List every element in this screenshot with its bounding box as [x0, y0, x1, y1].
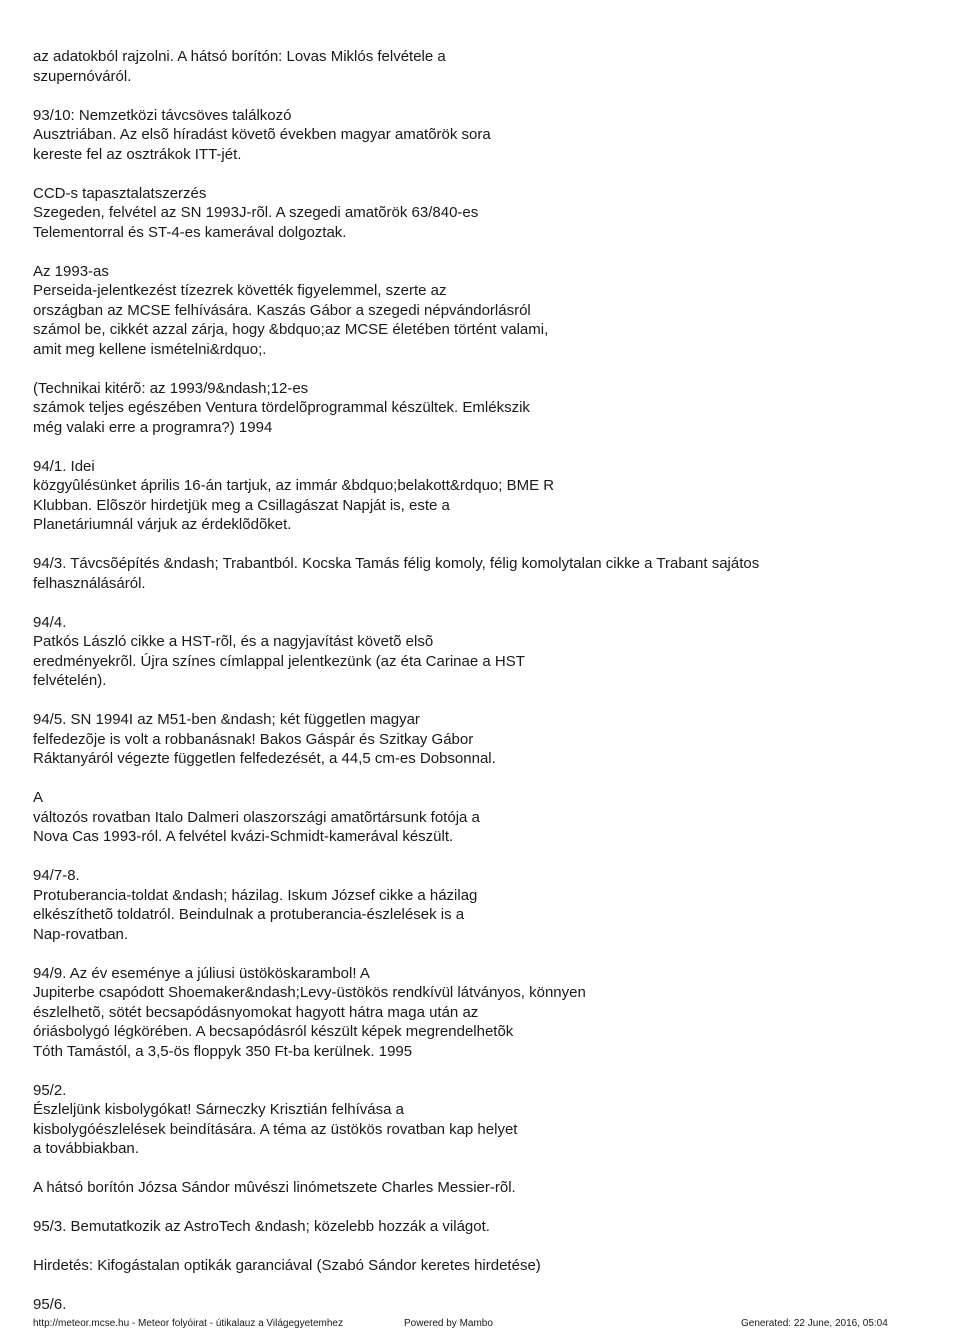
- paragraph: [33, 613, 933, 691]
- text-line: Szegeden, felvétel az SN 1993J-rõl. A szegedi amatõrök 63/840-es: [33, 204, 479, 221]
- paragraph: [33, 457, 933, 535]
- text-line: Észleljünk kisbolygókat! Sárneczky Krisztián felhívása a: [33, 1101, 405, 1118]
- text-line: országban az MCSE felhívására. Kaszás Gábor a szegedi népvándorlásról: [33, 301, 531, 319]
- text-line: 94/3. Távcsõépítés &ndash; Trabantból. Kocska Tamás félig komoly, félig komolytalan cikke a Trabant sajátos: [33, 555, 760, 572]
- text-line: a továbbiakban.: [33, 1140, 139, 1157]
- paragraph: [33, 1256, 933, 1276]
- text-line: Jupiterbe csapódott Shoemaker&ndash;Levy-üstökös rendkívül látványos, könnyen: [33, 984, 586, 1001]
- text-line: felfedezõje is volt a robbanásnak! Bakos Gáspár és Szitkay Gábor: [33, 730, 474, 748]
- text-line: 95/2.: [33, 1081, 67, 1099]
- text-line: 94/5. SN 1994I az M51-ben &ndash; két független magyar: [33, 711, 420, 728]
- text-line: felhasználásáról.: [33, 574, 146, 592]
- text-line: Planetáriumnál várjuk az érdeklõdõket.: [33, 516, 292, 533]
- text-line: Nap-rovatban.: [33, 925, 129, 943]
- paragraph: [33, 554, 933, 593]
- footer-powered-by: Powered by Mambo: [404, 1318, 493, 1329]
- paragraph: [33, 964, 933, 1062]
- text-line: 94/7-8.: [33, 867, 80, 884]
- text-line: közgyûlésünket április 16-án tartjuk, az immár &bdquo;belakott&rdquo; BME R: [33, 477, 555, 494]
- text-line: észlelhetõ, sötét becsapódásnyomokat hagyott hátra maga után az: [33, 1003, 479, 1021]
- text-line: CCD-s tapasztalatszerzés: [33, 184, 207, 202]
- text-line: Ráktanyáról végezte független felfedezését, a 44,5 cm-es Dobsonnal.: [33, 750, 496, 767]
- text-line: Tóth Tamástól, a 3,5-ös floppyk 350 Ft-ba kerülnek. 1995: [33, 1042, 413, 1060]
- text-line: az adatokból rajzolni. A hátsó borítón: Lovas Miklós felvétele a: [33, 48, 446, 65]
- text-line: 95/6.: [33, 1296, 67, 1313]
- text-line: elkészíthetõ toldatról. Beindulnak a protuberancia-észlelések is a: [33, 906, 465, 923]
- footer-site-link[interactable]: http://meteor.mcse.hu - Meteor folyóirat - útikalauz a Világegyetemhez: [33, 1318, 343, 1329]
- text-line: 95/3. Bemutatkozik az AstroTech &ndash; közelebb hozzák a világot.: [33, 1218, 490, 1235]
- text-line: Az 1993-as: [33, 262, 109, 280]
- text-line: 94/4.: [33, 613, 67, 631]
- text-line: felvételén).: [33, 672, 107, 689]
- text-line: Patkós László cikke a HST-rõl, és a nagyjavítást követõ elsõ: [33, 633, 434, 650]
- text-line: kisbolygóészlelések beindítására. A téma az üstökös rovatban kap helyet: [33, 1120, 518, 1138]
- text-line: számol be, cikkét azzal zárja, hogy &bdquo;az MCSE életében történt valami,: [33, 321, 549, 338]
- document-body: [33, 47, 933, 1334]
- text-line: kereste fel az osztrákok ITT-jét.: [33, 145, 242, 163]
- paragraph: [33, 788, 933, 847]
- text-line: számok teljes egészében Ventura tördelõprogrammal készültek. Emlékszik: [33, 399, 530, 416]
- footer-generated-date: Generated: 22 June, 2016, 05:04: [741, 1318, 888, 1329]
- text-line: eredményekrõl. Újra színes címlappal jelentkezünk (az éta Carinae a HST: [33, 652, 525, 670]
- text-line: Protuberancia-toldat &ndash; házilag. Iskum József cikke a házilag: [33, 886, 478, 904]
- text-line: Perseida-jelentkezést tízezrek követték figyelemmel, szerte az: [33, 282, 447, 299]
- text-line: Hirdetés: Kifogástalan optikák garanciával (Szabó Sándor keretes hirdetése): [33, 1257, 541, 1274]
- text-line: (Technikai kitérõ: az 1993/9&ndash;12-es: [33, 379, 309, 397]
- paragraph: [33, 1217, 933, 1237]
- paragraph: [33, 184, 933, 243]
- paragraph: [33, 1178, 933, 1198]
- text-line: Klubban. Elõször hirdetjük meg a Csillagászat Napját is, este a: [33, 496, 450, 514]
- paragraph: [33, 106, 933, 165]
- text-line: Telementorral és ST-4-es kamerával dolgoztak.: [33, 223, 347, 241]
- text-line: 94/1. Idei: [33, 457, 95, 475]
- text-line: A: [33, 789, 44, 806]
- text-line: A hátsó borítón Józsa Sándor mûvészi linómetszete Charles Messier-rõl.: [33, 1179, 516, 1196]
- paragraph: [33, 710, 933, 769]
- paragraph: [33, 1295, 933, 1315]
- text-line: változós rovatban Italo Dalmeri olaszországi amatõrtársunk fotója a: [33, 808, 480, 826]
- text-line: még valaki erre a programra?) 1994: [33, 418, 273, 436]
- paragraph: [33, 1081, 933, 1159]
- paragraph: [33, 866, 933, 944]
- text-line: amit meg kellene ismételni&rdquo;.: [33, 340, 267, 358]
- text-line: óriásbolygó légkörében. A becsapódásról készült képek megrendelhetõk: [33, 1023, 514, 1040]
- text-line: Ausztriában. Az elsõ híradást követõ években magyar amatõrök sora: [33, 126, 491, 143]
- text-line: 94/9. Az év eseménye a júliusi üstököskarambol! A: [33, 964, 370, 982]
- text-line: 93/10: Nemzetközi távcsöves találkozó: [33, 106, 292, 124]
- paragraph: [33, 262, 933, 360]
- page-footer: [33, 1316, 893, 1332]
- paragraph: [33, 47, 933, 86]
- text-line: szupernóváról.: [33, 67, 132, 85]
- paragraph: [33, 379, 933, 438]
- text-line: Nova Cas 1993-ról. A felvétel kvázi-Schmidt-kamerával készült.: [33, 828, 454, 845]
